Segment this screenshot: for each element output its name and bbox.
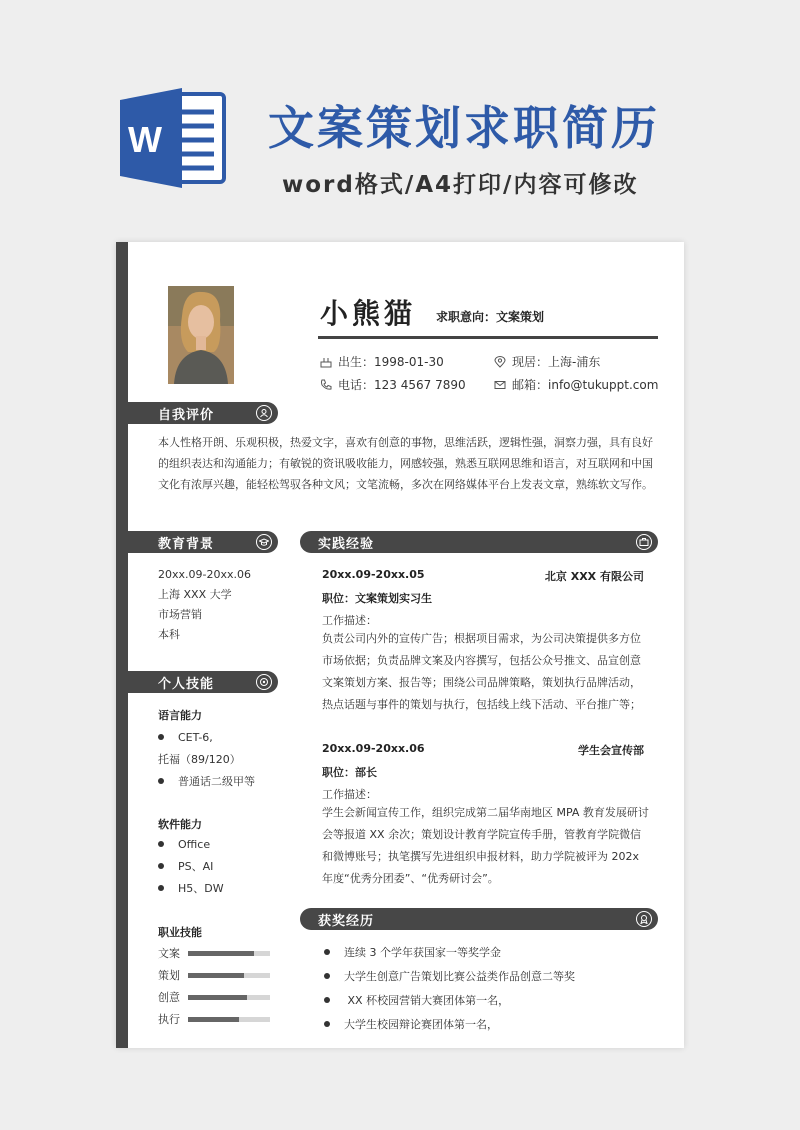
left-accent-bar xyxy=(116,242,128,1048)
section-practice xyxy=(300,531,658,553)
section-self-eval-title: 自我评价 xyxy=(158,407,215,423)
award-item xyxy=(324,964,575,988)
birth-text: 出生：1998-01-30 xyxy=(338,355,444,369)
bullet-dot xyxy=(158,778,164,784)
pro-skill-row xyxy=(158,1011,270,1027)
briefcase-icon xyxy=(636,534,652,550)
bullet-dot xyxy=(158,841,164,847)
skill-bar-track xyxy=(188,995,270,1000)
language-item xyxy=(158,726,255,748)
phone-text: 电话：123 4567 7890 xyxy=(338,378,466,392)
resume-sheet xyxy=(116,242,684,1048)
banner-subtitle: word格式/A4打印/内容可修改 xyxy=(282,172,639,198)
education-line: 市场营销 xyxy=(158,608,202,621)
target-icon xyxy=(256,674,272,690)
bullet-dot xyxy=(324,1021,330,1027)
practice-desc-label: 工作描述： xyxy=(322,614,377,627)
name-divider xyxy=(318,336,658,339)
language-item xyxy=(158,748,255,770)
mail-icon xyxy=(494,379,506,391)
medal-icon xyxy=(636,911,652,927)
practice-org: 学生会宣传部 xyxy=(578,744,644,757)
pro-skill-title: 职业技能 xyxy=(158,926,202,939)
software-text: H5、DW xyxy=(178,882,224,895)
pro-skill-label: 执行 xyxy=(158,1013,180,1026)
bullet-dot xyxy=(324,997,330,1003)
pro-skill-label: 策划 xyxy=(158,969,180,982)
section-self-eval xyxy=(128,402,278,424)
self-eval-text: 本人性格开朗、乐观积极，热爱文字，喜欢有创意的事物，思维活跃，逻辑性强，洞察力强，具有良好的组织表达和沟通能力；有敏锐的资讯吸收能力，网感较强，熟悉互联网思维和语言，对互联网和中国文化有浓厚兴趣，能轻松驾驭各种文风；文笔流畅，多次在网络媒体平台上发表文章，熟练软文写作。 xyxy=(158,436,653,491)
language-list xyxy=(158,726,255,792)
practice-role: 职位：部长 xyxy=(322,766,377,779)
practice-desc: 负责公司内外的宣传广告；根据项目需求，为公司决策提供多方位市场依据；负责品牌文案及内容撰写，包括公众号推文、品宣创意文案策划方案、报告等；围绕公司品牌策略，策划执行品牌活动，热点话题与事件的策划与执行，包括线上线下活动、平台推广等； xyxy=(322,632,641,711)
banner-title: 文案策划求职简历 xyxy=(268,101,660,155)
awards-list xyxy=(324,940,575,1036)
bullet-dot xyxy=(158,734,164,740)
award-item xyxy=(324,1012,575,1036)
person-icon xyxy=(256,405,272,421)
pro-skill-label: 创意 xyxy=(158,991,180,1004)
location-info xyxy=(494,353,600,370)
award-item xyxy=(324,988,575,1012)
award-text: XX 杯校园营销大赛团体第一名， xyxy=(344,994,510,1007)
skill-bar-fill xyxy=(188,973,244,978)
skill-bar-fill xyxy=(188,1017,239,1022)
section-awards xyxy=(300,908,658,930)
practice-org: 北京 XXX 有限公司 xyxy=(544,570,644,583)
award-text: 大学生创意广告策划比赛公益类作品创意二等奖 xyxy=(344,970,575,983)
practice-date: 20xx.09-20xx.05 xyxy=(322,568,425,581)
section-education-title: 教育背景 xyxy=(158,536,215,552)
phone-info xyxy=(320,376,466,393)
pro-skill-row xyxy=(158,967,270,983)
section-practice-title: 实践经验 xyxy=(318,536,375,552)
pro-skill-row xyxy=(158,945,270,961)
section-awards-title: 获奖经历 xyxy=(318,913,375,929)
skill-bar-fill xyxy=(188,995,247,1000)
section-skills xyxy=(128,671,278,693)
word-icon-letter: W xyxy=(128,119,162,160)
language-title: 语言能力 xyxy=(158,709,202,722)
bullet-dot xyxy=(324,973,330,979)
skill-bar-fill xyxy=(188,951,254,956)
skill-bar-track xyxy=(188,973,270,978)
pro-skill-label: 文案 xyxy=(158,947,180,960)
section-skills-title: 个人技能 xyxy=(158,676,215,692)
education-line: 上海 XXX 大学 xyxy=(158,588,232,601)
bullet-dot xyxy=(158,885,164,891)
award-item xyxy=(324,940,575,964)
job-intent: 求职意向：文案策划 xyxy=(436,310,545,324)
skill-bar-track xyxy=(188,951,270,956)
email-info xyxy=(494,376,658,393)
cake-icon xyxy=(320,356,332,368)
phone-icon xyxy=(320,379,332,391)
education-line: 20xx.09-20xx.06 xyxy=(158,568,251,581)
practice-desc-label: 工作描述： xyxy=(322,788,377,801)
section-education xyxy=(128,531,278,553)
practice-desc: 学生会新闻宣传工作，组织完成第二届华南地区 MPA 教育发展研讨会等报道 XX 余次；策划设计教育学院宣传手册，管教育学院微信和微博账号；执笔撰写先进组织申报材料，助力学院被评为 202x 年度“优秀分团委”、“优秀研讨会”。 xyxy=(322,806,649,885)
software-text: PS、AI xyxy=(178,860,214,873)
software-title: 软件能力 xyxy=(158,818,202,831)
profile-photo xyxy=(168,286,234,384)
language-text: 普通话二级甲等 xyxy=(178,775,255,788)
practice-role: 职位：文案策划实习生 xyxy=(322,592,432,605)
location-text: 现居：上海-浦东 xyxy=(512,355,601,369)
award-text: 连续 3 个学年获国家一等奖学金 xyxy=(344,946,501,959)
education-list xyxy=(158,565,251,645)
candidate-name: 小熊猫 xyxy=(320,297,417,330)
birth-info xyxy=(320,353,444,370)
graduation-cap-icon xyxy=(256,534,272,550)
pro-skill-row xyxy=(158,989,270,1005)
software-item xyxy=(158,877,224,899)
language-text: 托福（89/120） xyxy=(158,753,241,766)
language-item xyxy=(158,770,255,792)
award-text: 大学生校园辩论赛团体第一名， xyxy=(344,1018,498,1031)
location-pin-icon xyxy=(494,356,506,368)
software-item xyxy=(158,833,224,855)
software-item xyxy=(158,855,224,877)
education-line: 本科 xyxy=(158,628,180,641)
practice-date: 20xx.09-20xx.06 xyxy=(322,742,425,755)
bullet-dot xyxy=(158,863,164,869)
software-list xyxy=(158,833,224,899)
email-text: 邮箱：info@tukuppt.com xyxy=(512,378,659,392)
word-icon xyxy=(118,86,228,190)
language-text: CET-6, xyxy=(178,730,213,744)
skill-bar-track xyxy=(188,1017,270,1022)
software-text: Office xyxy=(178,837,211,851)
bullet-dot xyxy=(324,949,330,955)
